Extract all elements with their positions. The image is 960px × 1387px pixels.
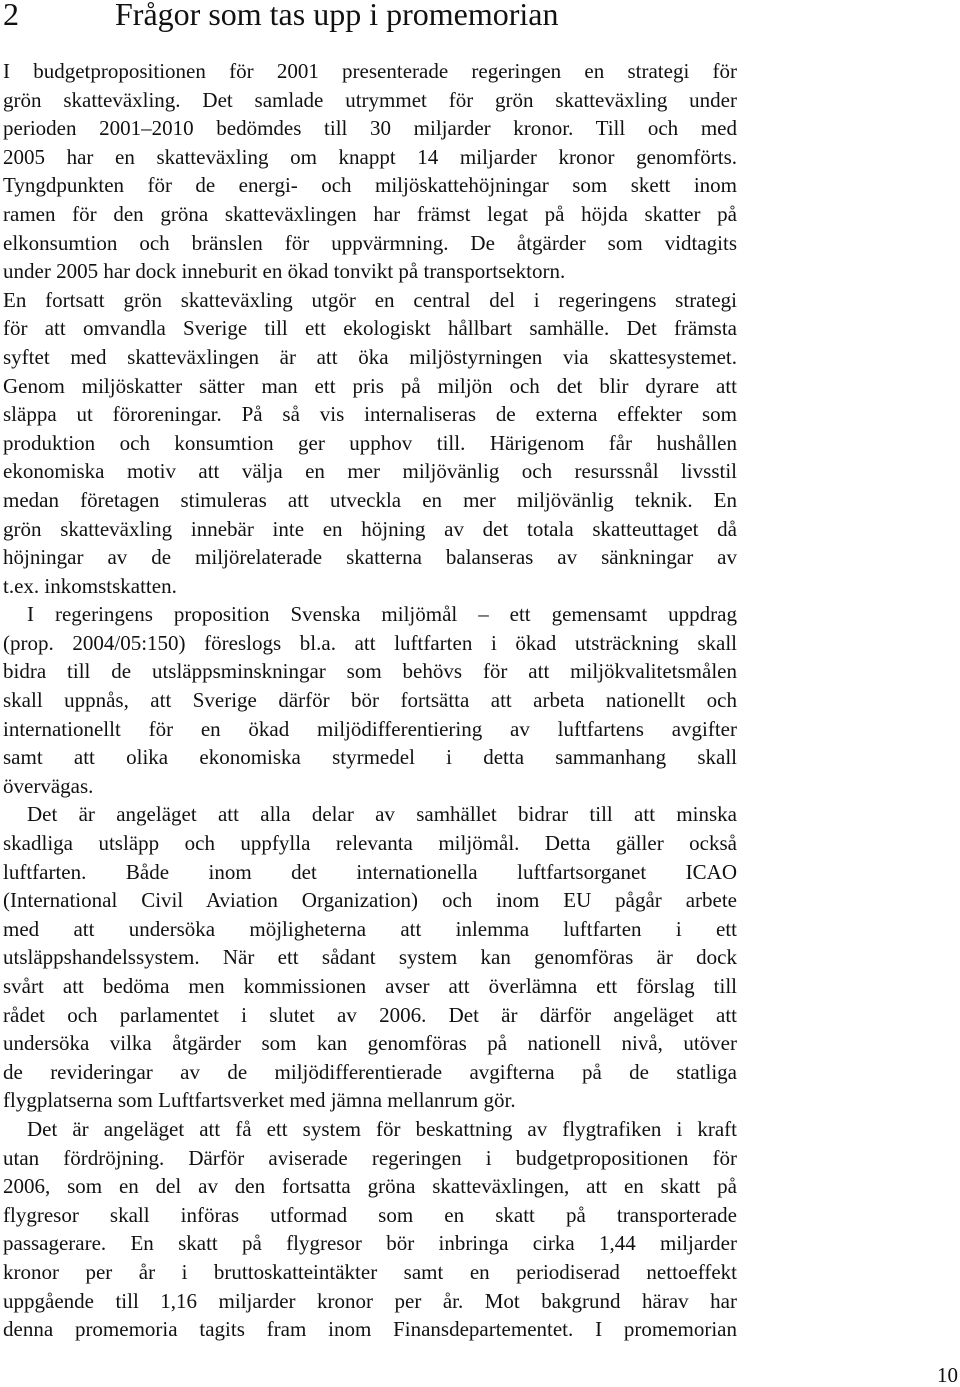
section-number: 2 bbox=[3, 0, 19, 32]
text-line: luftfarten. Både inom det internationella luftfartsorganet ICAO bbox=[3, 859, 737, 884]
text-line: höjningar av de miljörelaterade skatterna balanseras av sänkningar av bbox=[3, 545, 737, 570]
text-line: I regeringens proposition Svenska miljömål – ett gemensamt uppdrag bbox=[27, 602, 737, 627]
section-title: Frågor som tas upp i promemorian bbox=[115, 0, 559, 32]
text-line: internationellt för en ökad miljödifferentiering av luftfartens avgifter bbox=[3, 716, 737, 741]
text-line: Det är angeläget att alla delar av samhället bidrar till att minska bbox=[27, 802, 737, 827]
text-line: Det är angeläget att få ett system för beskattning av flygtrafiken i kraft bbox=[27, 1116, 737, 1141]
text-line: skall uppnås, att Sverige därför bör fortsätta att arbeta nationellt och bbox=[3, 688, 737, 713]
text-line: 2006, som en del av den fortsatta gröna skatteväxlingen, att en skatt på bbox=[3, 1174, 737, 1199]
text-line: perioden 2001–2010 bedömdes till 30 miljarder kronor. Till och med bbox=[3, 116, 737, 141]
text-line: undersöka vilka åtgärder som kan genomföras på nationell nivå, utöver bbox=[3, 1031, 737, 1056]
body-text bbox=[3, 57, 737, 1344]
text-line: kronor per år i bruttoskatteintäkter samt en periodiserad nettoeffekt bbox=[3, 1259, 737, 1284]
text-line: utan fördröjning. Därför aviserade regeringen i budgetpropositionen för bbox=[3, 1145, 737, 1170]
text-line: (prop. 2004/05:150) föreslogs bl.a. att luftfarten i ökad utsträckning skall bbox=[3, 630, 737, 655]
text-line: grön skatteväxling. Det samlade utrymmet för grön skatteväxling under bbox=[3, 87, 737, 112]
text-line: (International Civil Aviation Organization) och inom EU pågår arbete bbox=[3, 888, 737, 913]
text-line: medan företagen stimuleras att utveckla en mer miljövänlig teknik. En bbox=[3, 487, 737, 512]
text-line: ramen för den gröna skatteväxlingen har främst legat på höjda skatter på bbox=[3, 201, 737, 226]
section-heading bbox=[3, 0, 558, 34]
text-line: t.ex. inkomstskatten. bbox=[3, 573, 177, 598]
text-line: Tyngdpunkten för de energi- och miljöskattehöjningar som skett inom bbox=[3, 173, 737, 198]
text-line: passagerare. En skatt på flygresor bör inbringa cirka 1,44 miljarder bbox=[3, 1231, 737, 1256]
text-line: uppgående till 1,16 miljarder kronor per år. Mot bakgrund härav har bbox=[3, 1288, 737, 1313]
text-line: denna promemoria tagits fram inom Finansdepartementet. I promemorian bbox=[3, 1317, 737, 1342]
text-line: under 2005 har dock inneburit en ökad tonvikt på transportsektorn. bbox=[3, 259, 566, 284]
text-line: med att undersöka möjligheterna att inlemma luftfarten i ett bbox=[3, 916, 737, 941]
text-line: elkonsumtion och bränslen för uppvärmning. De åtgärder som vidtagits bbox=[3, 230, 737, 255]
page-number: 10 bbox=[937, 1363, 958, 1387]
text-line: syftet med skatteväxlingen är att öka miljöstyrningen via skattesystemet. bbox=[3, 344, 737, 369]
text-line: produktion och konsumtion ger upphov till. Härigenom får hushållen bbox=[3, 430, 737, 455]
text-line: övervägas. bbox=[3, 773, 94, 798]
text-line: grön skatteväxling innebär inte en höjning av det totala skatteuttaget då bbox=[3, 516, 737, 541]
text-line: 2005 har en skatteväxling om knappt 14 miljarder kronor genomförts. bbox=[3, 144, 737, 169]
text-line: svårt att bedöma men kommissionen avser att överlämna ett förslag till bbox=[3, 974, 737, 998]
text-line: utsläppshandelssystem. När ett sådant system kan genomföras är dock bbox=[3, 945, 737, 970]
text-line: I budgetpropositionen för 2001 presenterade regeringen en strategi för bbox=[3, 59, 737, 83]
text-line: samt att olika ekonomiska styrmedel i detta sammanhang skall bbox=[3, 745, 737, 770]
text-line: de revideringar av de miljödifferentierade avgifterna på de statliga bbox=[3, 1059, 737, 1084]
text-line: skadliga utsläpp och uppfylla relevanta miljömål. Detta gäller också bbox=[3, 831, 737, 856]
text-line: rådet och parlamentet i slutet av 2006. Det är därför angeläget att bbox=[3, 1002, 737, 1027]
text-line: flygplatserna som Luftfartsverket med jämna mellanrum gör. bbox=[3, 1088, 516, 1113]
text-line: Genom miljöskatter sätter man ett pris på miljön och det blir dyrare att bbox=[3, 373, 737, 398]
text-line: släppa ut föroreningar. På så vis internaliseras de externa effekter som bbox=[3, 402, 737, 427]
text-line: bidra till de utsläppsminskningar som behövs för att miljökvalitetsmålen bbox=[3, 659, 737, 684]
text-line: En fortsatt grön skatteväxling utgör en central del i regeringens strategi bbox=[3, 287, 737, 312]
text-line: flygresor skall införas utformad som en skatt på transporterade bbox=[3, 1202, 737, 1227]
text-line: för att omvandla Sverige till ett ekologiskt hållbart samhälle. Det främsta bbox=[3, 316, 737, 341]
text-line: ekonomiska motiv att välja en mer miljövänlig och resurssnål livsstil bbox=[3, 459, 737, 484]
